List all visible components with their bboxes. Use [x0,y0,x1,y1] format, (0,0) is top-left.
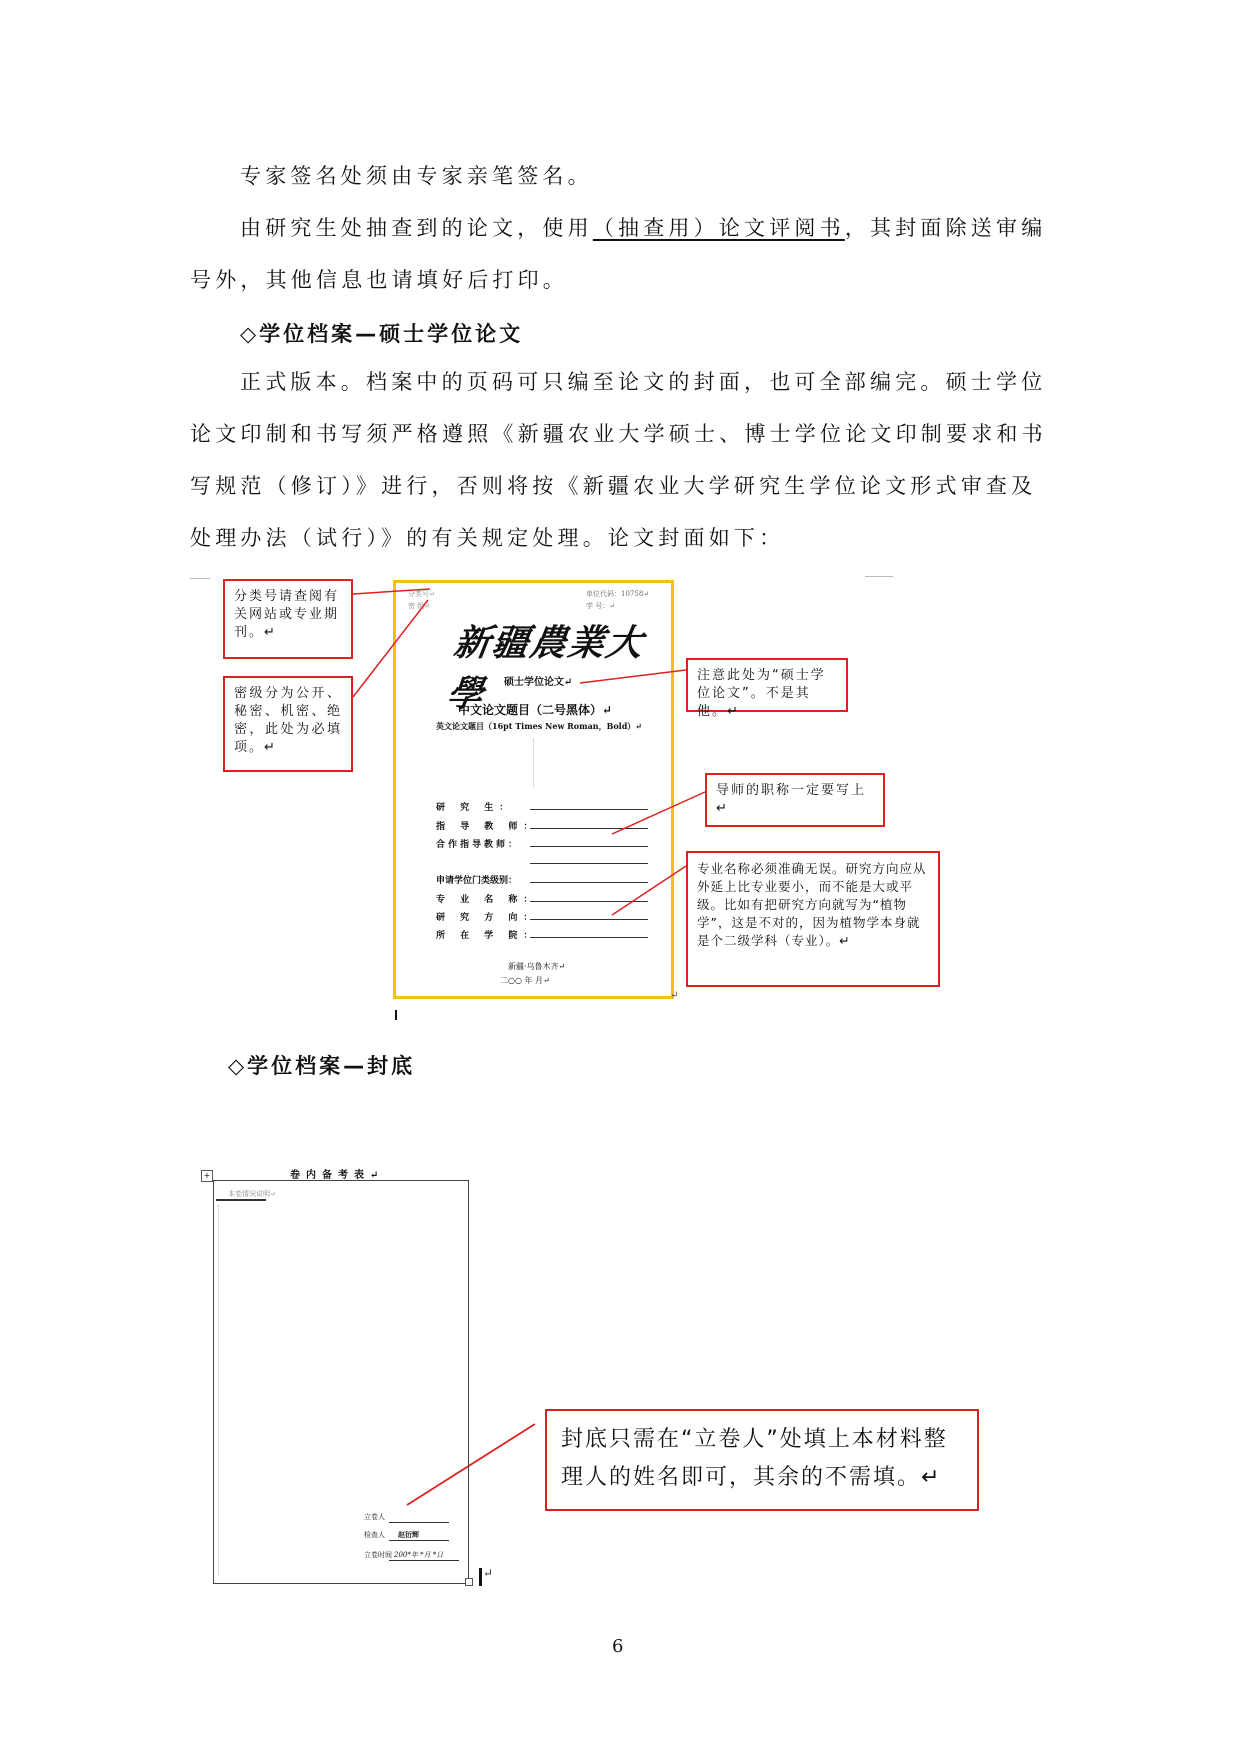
table-handle-icon[interactable]: + [201,1170,213,1182]
file-date-line [389,1560,459,1561]
field-research-direction: 研 究 方 向： [436,913,539,923]
file-date-label: 立卷时间 [364,1551,392,1559]
leader-advisor [612,792,705,834]
p2-before: 由研究生处抽查到的论文，使用 [240,216,593,240]
checker-label: 检查人 [364,1531,385,1539]
field-major: 专 业 名 称： [436,895,539,905]
callout-degree-type: 注意此处为“硕士学位论文”。不是其他。↵ [686,658,848,712]
review-form-link[interactable]: （抽查用）论文评阅书 [592,216,845,240]
unit-code-label: 单位代码：10758↵ [586,590,650,598]
p1-text: 专家签名处须由专家亲笔签名。 [240,164,593,188]
cover-place: 新疆·乌鲁木齐↵ [508,962,566,971]
p2-after: ，其封面除送审编号外，其他信息也请填好后打印。 [190,216,1047,292]
classification-number-label: 分类号↵ [408,590,435,598]
filer-line [389,1522,449,1523]
return-mark: ↵ [483,1566,494,1580]
leader-degree-type [580,670,686,683]
back-cover-underline [216,1199,266,1201]
callout-advisor-title: 导师的职称一定要写上↵ [705,773,885,827]
field-degree-category: 申请学位门类级别： [436,876,518,886]
callout-classification: 分类号请查阅有关网站或专业期刊。↵ [223,579,353,659]
callout-major: 专业名称必须准确无误。研究方向应从外延上比专业要小，而不能是大或平级。比如有把研究方向就写为“植物学”，这是不对的，因为植物学本身就是个二级学科（专业）。↵ [686,851,940,987]
back-cover-resize-handle[interactable] [465,1578,473,1586]
heading-master-thesis: ◇学位档案—硕士学位论文 [240,322,524,346]
back-cover-subtitle: 本卷情况说明↵ [228,1190,276,1198]
dotted-margin [218,1205,221,1575]
field-co-advisor: 合作指导教师： [436,840,521,850]
p3-text: 正式版本。档案中的页码可只编至论文的封面，也可全部编完。硕士学位论文印制和书写须严格遵照《新疆农业大学硕士、博士学位论文印制要求和书写规范（修订）》进行，否则将按《新疆农业大学研究生学位论文形式审查及处理办法（试行）》的有关规定处理。论文封面如下： [190,370,1047,550]
leader-security [353,600,431,697]
leader-major [612,866,686,915]
cover-date: 二○○ 年 月↵ [500,976,550,985]
title-chinese: 中文论文题目（二号黑体）↵ [458,703,613,717]
callout-security: 密级分为公开、秘密、机密、绝密，此处为必填项。↵ [223,676,353,772]
file-date-value: 200*年 *月 *日 [394,1551,444,1559]
back-cover-cursor [479,1568,482,1586]
filer-label: 立卷人 [364,1513,385,1521]
security-level-label: 密 级↵ [408,602,431,610]
student-id-label: 学 号：↵ [586,602,616,610]
degree-type: 硕士学位论文↵ [504,677,573,688]
page-number: 6 [612,1636,624,1657]
title-english: 英文论文题目（16pt Times New Roman，Bold）↵ [436,721,642,731]
field-advisor: 指 导 教 师： [436,822,539,832]
back-cover-title: 卷内备考表↵ [290,1170,385,1181]
field-student: 研 究 生： [436,803,515,813]
return-mark: ↵ [670,990,679,1001]
field-college: 所 在 学 院： [436,931,539,941]
university-calligraphy-title: 新疆農業大學 [444,622,648,715]
heading-back-cover: ◇学位档案—封底 [228,1054,416,1078]
callout-back-cover: 封底只需在“立卷人”处填上本材料整理人的姓名即可，其余的不需填。↵ [545,1409,979,1511]
checker-line [389,1540,449,1541]
checker-value: 赵衍辉 [398,1530,419,1539]
back-cover-frame [213,1180,469,1584]
leader-classification [353,589,430,594]
